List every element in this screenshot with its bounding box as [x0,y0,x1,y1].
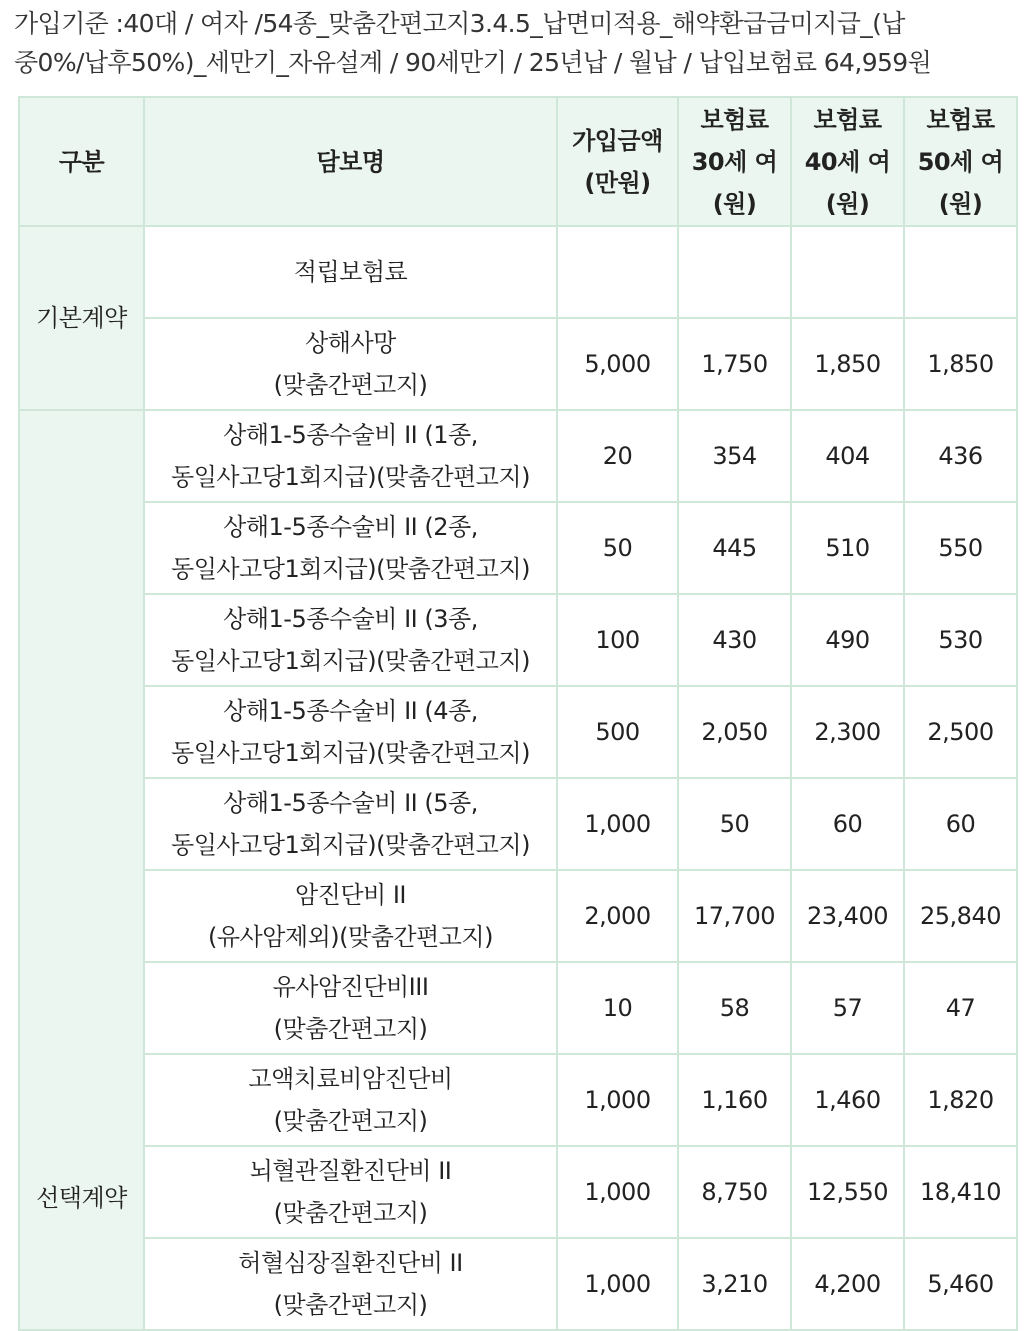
amount-cell: 1,000 [557,1238,678,1330]
amount-cell: 10 [557,962,678,1054]
table-row [19,1054,1017,1146]
table-row [19,226,1017,318]
coverage-name-line2: (유사암제외)(맞춤간편고지) [208,923,493,951]
header-p30-unit: (원) [712,189,757,218]
header-p30-line2: 30세 여 [691,147,778,176]
coverage-name-line2: 동일사고당1회지급)(맞춤간편고지) [171,739,530,767]
table-row [19,962,1017,1054]
premium-50-cell: 1,820 [904,1054,1017,1146]
coverage-name-line1: 허혈심장질환진단비 II [238,1249,463,1277]
amount-cell [557,226,678,318]
premium-40-cell: 510 [791,502,904,594]
premium-50-cell [904,226,1017,318]
coverage-name [144,962,557,1054]
premium-50-cell: 2,500 [904,686,1017,778]
premium-40-cell: 60 [791,778,904,870]
premium-30-cell: 2,050 [678,686,791,778]
coverage-name-line1: 적립보험료 [293,258,408,286]
caption-line-2: 중0%/납후50%)_세만기_자유설계 / 90세만기 / 25년납 / 월납 / 납입보험료 64,959원 [14,48,932,77]
amount-cell: 1,000 [557,1146,678,1238]
premium-30-cell: 1,160 [678,1054,791,1146]
coverage-name-line2: (맞춤간편고지) [273,1015,428,1043]
header-p50-line1: 보험료 [926,105,995,134]
coverage-name-line1: 뇌혈관질환진단비 II [249,1157,452,1185]
coverage-name-line2: 동일사고당1회지급)(맞춤간편고지) [171,831,530,859]
coverage-name [144,870,557,962]
header-p50-line2: 50세 여 [917,147,1004,176]
premium-30-cell: 430 [678,594,791,686]
group-basic: 기본계약 [19,226,144,410]
amount-cell: 1,000 [557,778,678,870]
coverage-name-line1: 상해1-5종수술비 II (4종, [223,697,478,725]
coverage-name-line2: 동일사고당1회지급)(맞춤간편고지) [171,463,530,491]
coverage-name-line1: 유사암진단비III [272,973,429,1001]
amount-cell: 2,000 [557,870,678,962]
coverage-name [144,686,557,778]
amount-cell: 500 [557,686,678,778]
coverage-name-line2: (맞춤간편고지) [273,1107,428,1135]
premium-30-cell: 17,700 [678,870,791,962]
table-row [19,1146,1017,1238]
table-row [19,686,1017,778]
premium-50-cell: 436 [904,410,1017,502]
header-p50-unit: (원) [938,189,983,218]
coverage-name-line1: 암진단비 II [294,881,407,909]
premium-40-cell: 1,460 [791,1054,904,1146]
coverage-name [144,226,557,318]
coverage-name-line1: 상해사망 [305,329,396,357]
premium-30-cell: 445 [678,502,791,594]
coverage-name [144,778,557,870]
table-row [19,870,1017,962]
header-p40-line2: 40세 여 [804,147,891,176]
coverage-name-line2: 동일사고당1회지급)(맞춤간편고지) [171,647,530,675]
header-amount-unit: (만원) [584,168,651,197]
coverage-name [144,410,557,502]
table-row [19,318,1017,410]
premium-30-cell: 58 [678,962,791,1054]
premium-30-cell [678,226,791,318]
coverage-name-line2: (맞춤간편고지) [273,1199,428,1227]
coverage-name-line2: 동일사고당1회지급)(맞춤간편고지) [171,555,530,583]
group-optional: 선택계약 [19,410,144,1330]
premium-40-cell [791,226,904,318]
table-row [19,594,1017,686]
header-premium-50 [904,97,1017,226]
table-header-row [19,97,1017,226]
premium-40-cell: 1,850 [791,318,904,410]
caption-line-1: 가입기준 :40대 / 여자 /54종_맞춤간편고지3.4.5_납면미적용_해약환급금미지급_(납 [14,9,905,38]
table-row [19,1238,1017,1330]
premium-30-cell: 3,210 [678,1238,791,1330]
table-row [19,502,1017,594]
header-p30-line1: 보험료 [700,105,769,134]
table-row [19,410,1017,502]
coverage-name [144,502,557,594]
premium-50-cell: 5,460 [904,1238,1017,1330]
premium-40-cell: 2,300 [791,686,904,778]
coverage-name [144,1238,557,1330]
premium-30-cell: 1,750 [678,318,791,410]
header-premium-40 [791,97,904,226]
coverage-name [144,318,557,410]
header-p40-line1: 보험료 [813,105,882,134]
plan-criteria-caption [14,4,1026,82]
coverage-name-line1: 상해1-5종수술비 II (5종, [223,789,478,817]
premium-50-cell: 550 [904,502,1017,594]
premium-40-cell: 404 [791,410,904,502]
premium-50-cell: 25,840 [904,870,1017,962]
premium-40-cell: 23,400 [791,870,904,962]
premium-50-cell: 1,850 [904,318,1017,410]
coverage-name-line1: 고액치료비암진단비 [248,1065,453,1093]
premium-50-cell: 18,410 [904,1146,1017,1238]
header-category: 구분 [19,97,144,226]
coverage-name [144,1054,557,1146]
amount-cell: 50 [557,502,678,594]
premium-table [18,96,1018,1331]
table-row [19,778,1017,870]
coverage-name-line2: (맞춤간편고지) [273,371,428,399]
coverage-name [144,594,557,686]
amount-cell: 20 [557,410,678,502]
premium-40-cell: 490 [791,594,904,686]
header-premium-30 [678,97,791,226]
premium-40-cell: 12,550 [791,1146,904,1238]
coverage-name-line1: 상해1-5종수술비 II (3종, [223,605,478,633]
header-amount [557,97,678,226]
amount-cell: 5,000 [557,318,678,410]
premium-30-cell: 8,750 [678,1146,791,1238]
coverage-name-line1: 상해1-5종수술비 II (2종, [223,513,478,541]
premium-40-cell: 57 [791,962,904,1054]
amount-cell: 100 [557,594,678,686]
header-amount-line: 가입금액 [572,126,663,155]
coverage-name-line1: 상해1-5종수술비 II (1종, [223,421,478,449]
premium-40-cell: 4,200 [791,1238,904,1330]
premium-50-cell: 60 [904,778,1017,870]
header-coverage: 담보명 [144,97,557,226]
premium-30-cell: 354 [678,410,791,502]
coverage-name-line2: (맞춤간편고지) [273,1291,428,1319]
premium-50-cell: 530 [904,594,1017,686]
header-p40-unit: (원) [825,189,870,218]
premium-50-cell: 47 [904,962,1017,1054]
premium-30-cell: 50 [678,778,791,870]
coverage-name [144,1146,557,1238]
amount-cell: 1,000 [557,1054,678,1146]
